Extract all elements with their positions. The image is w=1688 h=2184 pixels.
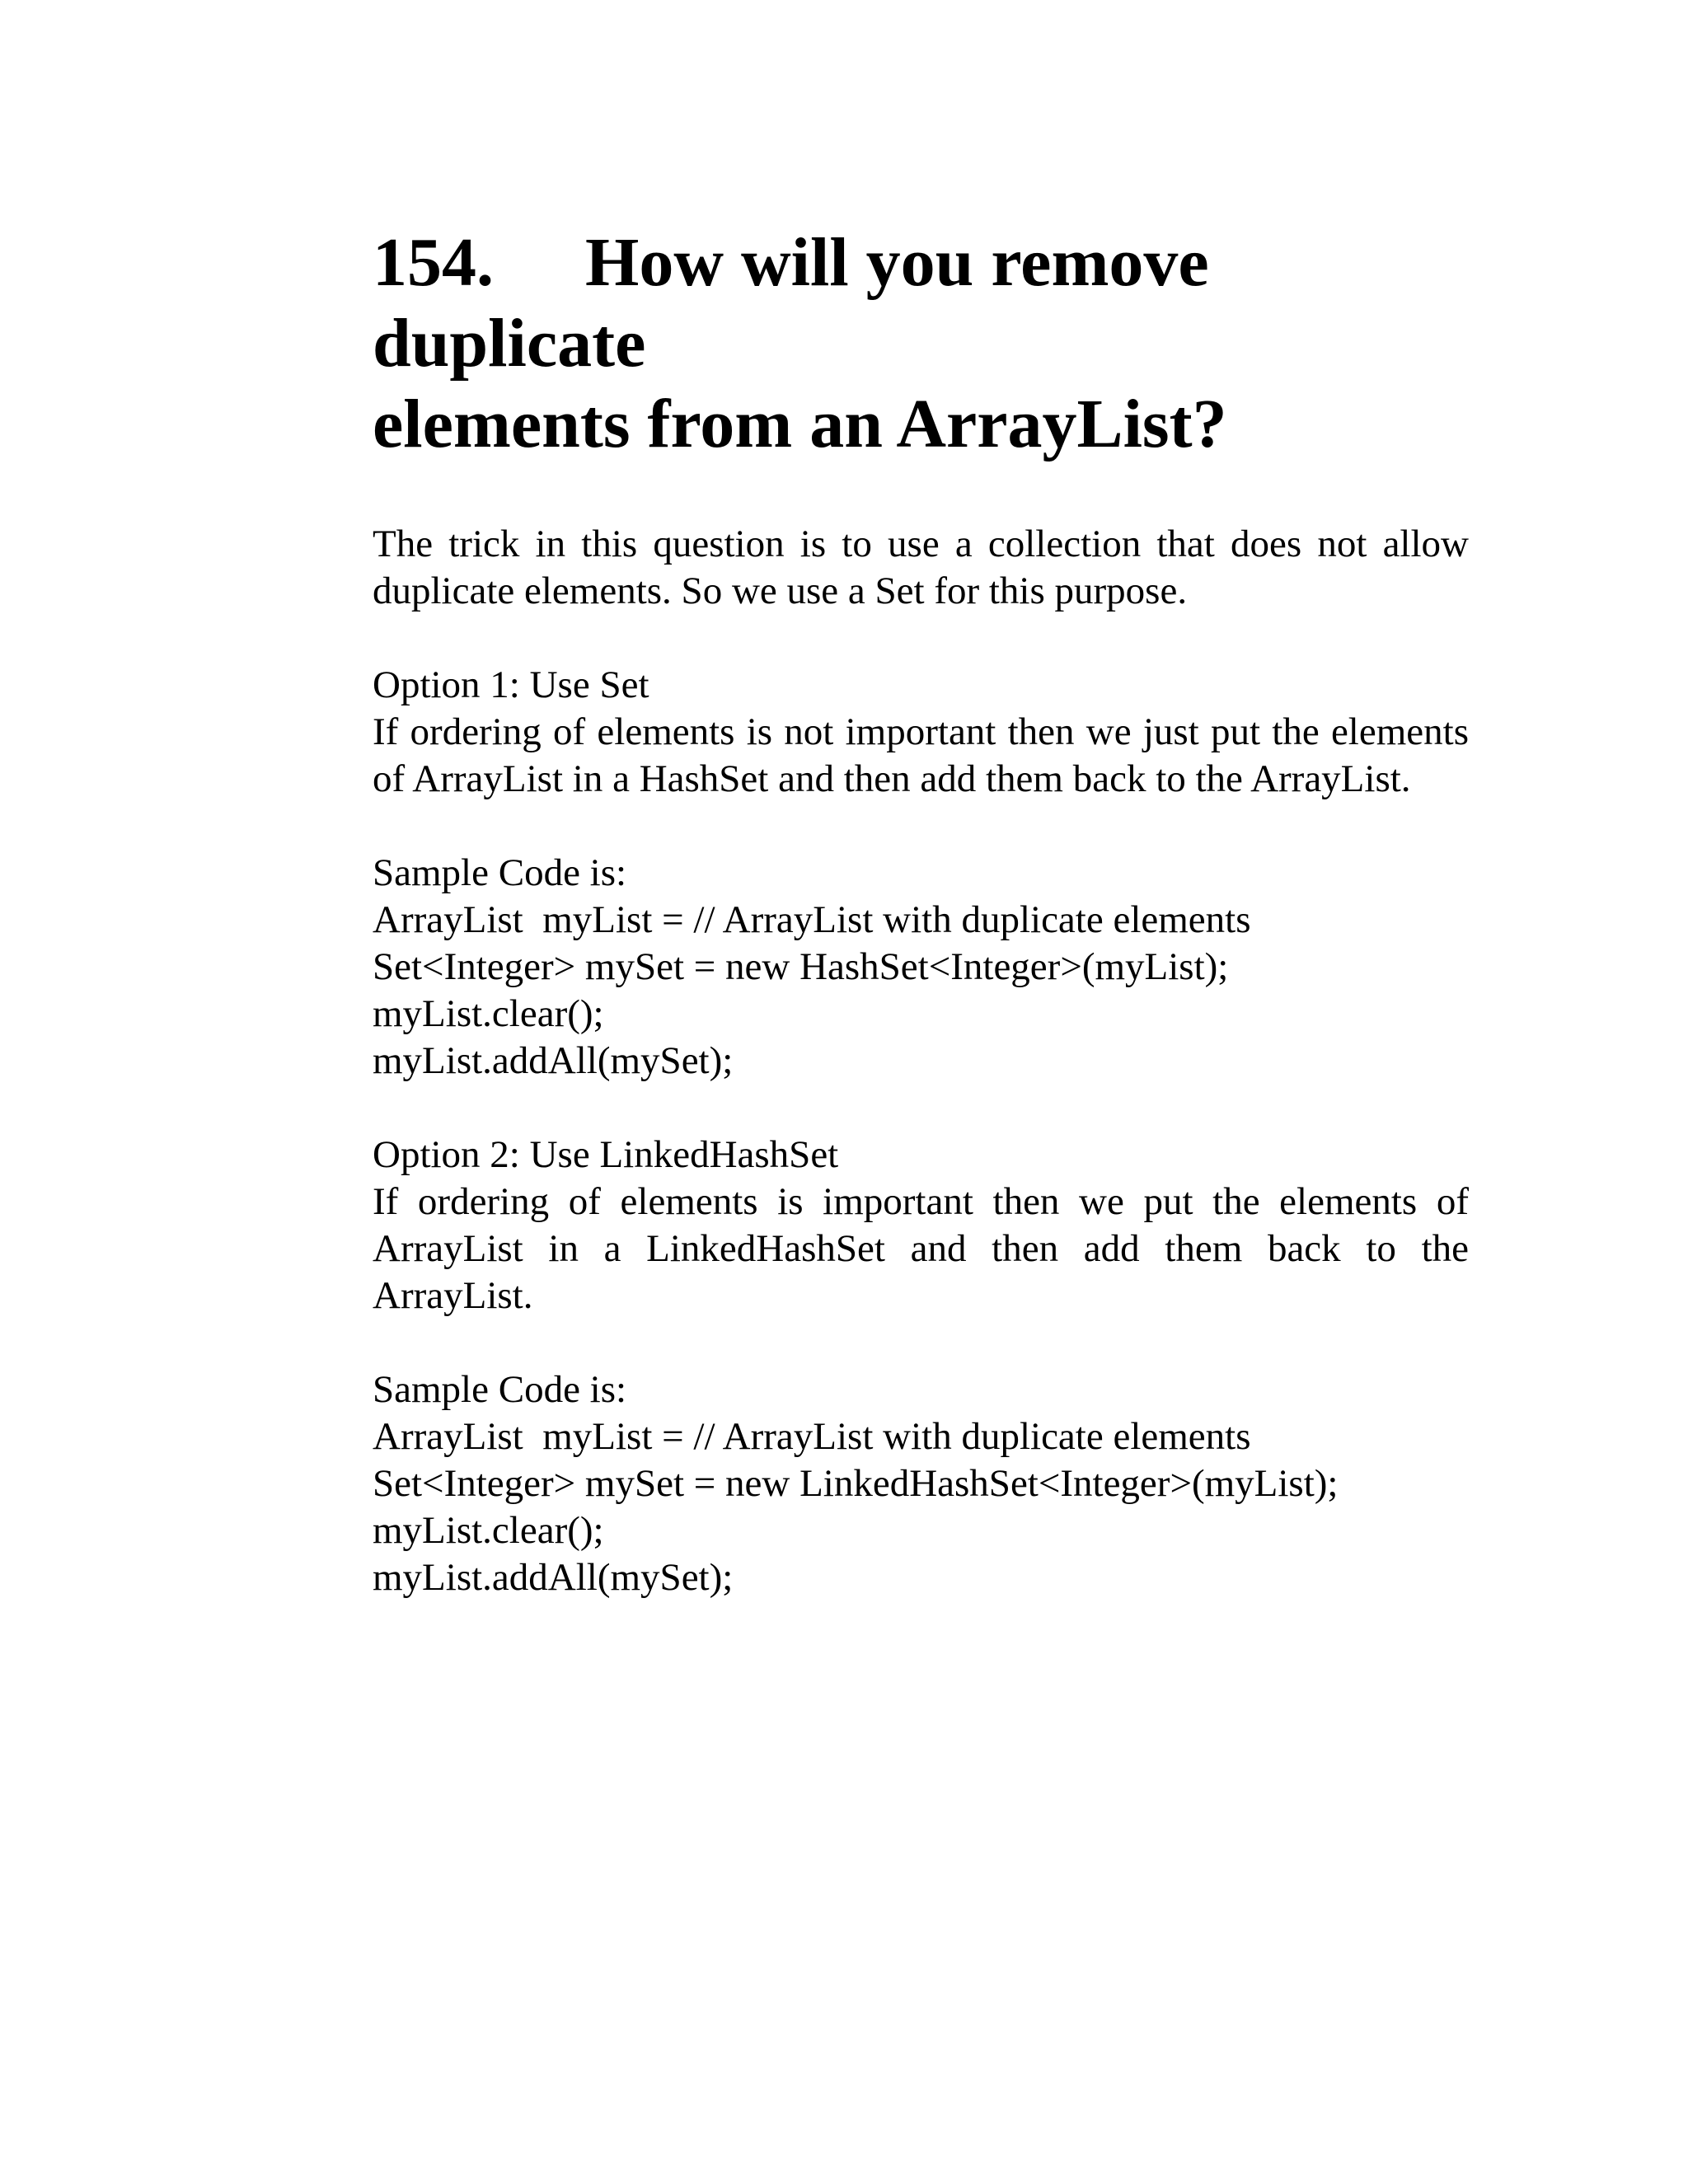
code-line: myList.addAll(mySet); <box>373 1039 734 1082</box>
code-line: myList.addAll(mySet); <box>373 1556 734 1599</box>
option-1-line: of ArrayList in a HashSet and then add them back to the ArrayList. <box>373 757 1411 800</box>
option-1-code-block <box>373 850 1469 1085</box>
option-2-section <box>373 1132 1469 1601</box>
option-1-line: If ordering of elements is not important then we just put the elements <box>373 710 1469 753</box>
code-line: Set<Integer> mySet = new HashSet<Integer>(myList); <box>373 945 1229 988</box>
option-2-line: ArrayList in a LinkedHashSet and then add them back to the <box>373 1227 1469 1270</box>
page-content <box>373 223 1469 1601</box>
option-2-line: If ordering of elements is important then we put the elements of <box>373 1180 1469 1223</box>
option-2-code-block <box>373 1366 1469 1601</box>
code-line: myList.clear(); <box>373 1509 604 1552</box>
option-2-title: Option 2: Use LinkedHashSet <box>373 1133 839 1176</box>
option-2-line: ArrayList. <box>373 1274 533 1317</box>
question-number: 154. <box>373 224 494 301</box>
intro-line: duplicate elements. So we use a Set for this purpose. <box>373 569 1188 612</box>
question-heading <box>373 223 1469 465</box>
intro-line: The trick in this question is to use a collection that does not allow <box>373 523 1469 565</box>
code-line: ArrayList myList = // ArrayList with duplicate elements <box>373 898 1251 941</box>
heading-line-1: How will you remove duplicate <box>373 224 1209 382</box>
code-line: myList.clear(); <box>373 992 604 1035</box>
intro-paragraph <box>373 521 1469 615</box>
option-1-section <box>373 662 1469 1085</box>
option-1-paragraph <box>373 709 1469 803</box>
heading-line-2: elements from an ArrayList? <box>373 386 1227 462</box>
option-2-paragraph <box>373 1179 1469 1319</box>
option-1-title: Option 1: Use Set <box>373 663 649 706</box>
sample-code-label: Sample Code is: <box>373 1368 627 1411</box>
code-line: ArrayList myList = // ArrayList with duplicate elements <box>373 1415 1251 1458</box>
sample-code-label: Sample Code is: <box>373 851 627 894</box>
code-line: Set<Integer> mySet = new LinkedHashSet<Integer>(myList); <box>373 1462 1339 1505</box>
